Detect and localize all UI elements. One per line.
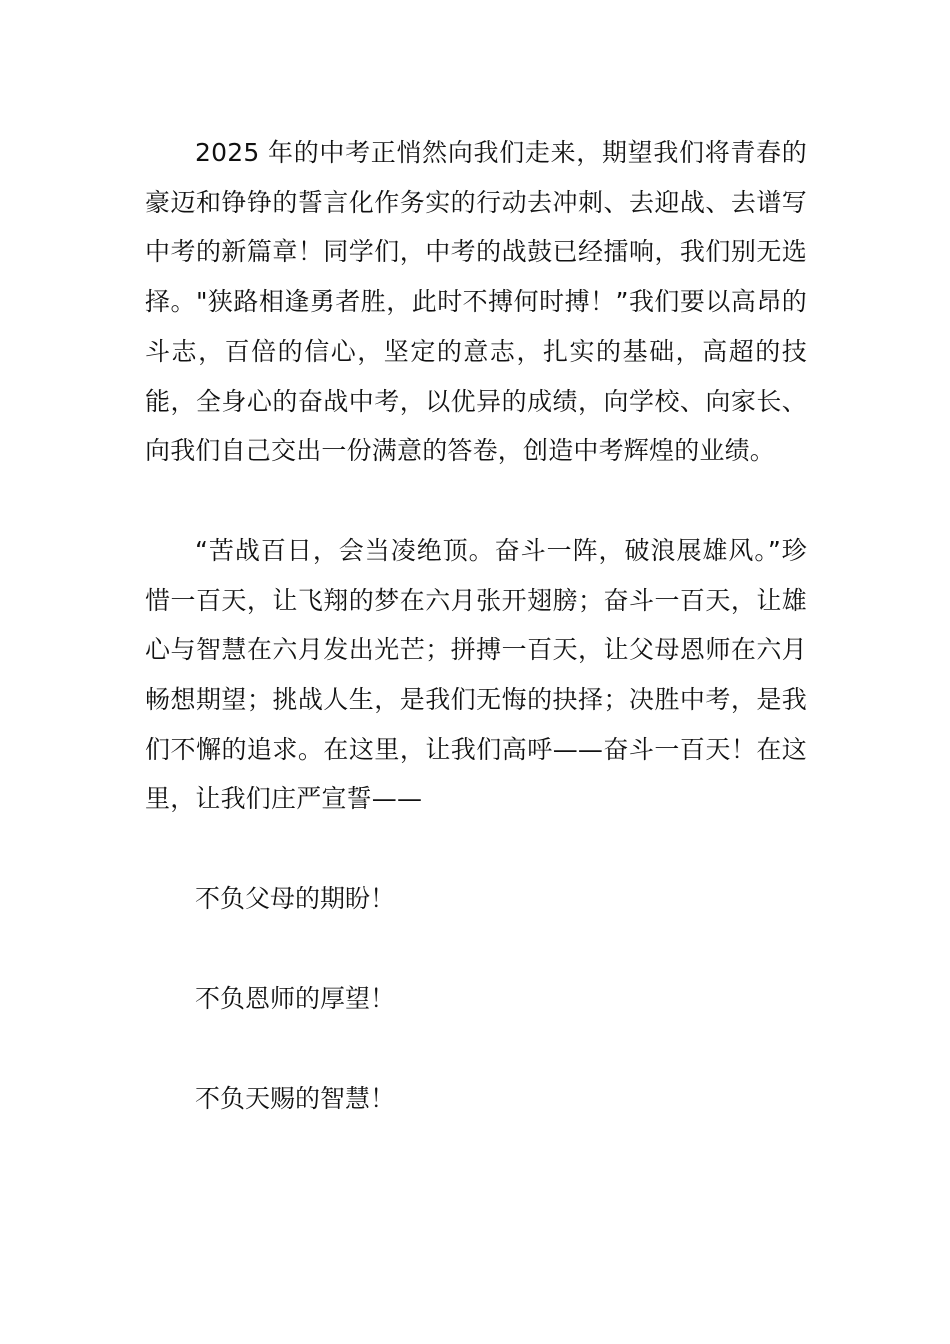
paragraph-exam-approach: 2025 年的中考正悄然向我们走来，期望我们将青春的豪迈和铮铮的誓言化作务实的行动去冲刺、去迎战、去谱写中考的新篇章！同学们，中考的战鼓已经擂响，我们别无选择。"狭路相逢勇者胜，此时不搏何时搏！”我们要以高昂的斗志，百倍的信心，坚定的意志，扎实的基础，高超的技能，全身心的奋战中考，以优异的成绩，向学校、向家长、向我们自己交出一份满意的答卷，创造中考辉煌的业绩。	[145, 138, 807, 466]
document-page	[145, 128, 807, 1123]
vow-parents: 不负父母的期盼！	[195, 884, 396, 914]
paragraph-hundred-days: “苦战百日，会当凌绝顶。奋斗一阵，破浪展雄风。”珍惜一百天，让飞翔的梦在六月张开翅膀；奋斗一百天，让雄心与智慧在六月发出光芒；拼搏一百天，让父母恩师在六月畅想期望；挑战人生，是我们无悔的抉择；决胜中考，是我们不懈的追求。在这里，让我们高呼——奋斗一百天！在这里，让我们庄严宣誓——	[145, 535, 807, 814]
vow-wisdom: 不负天赐的智慧！	[195, 1083, 396, 1113]
vow-teachers: 不负恩师的厚望！	[195, 983, 396, 1013]
